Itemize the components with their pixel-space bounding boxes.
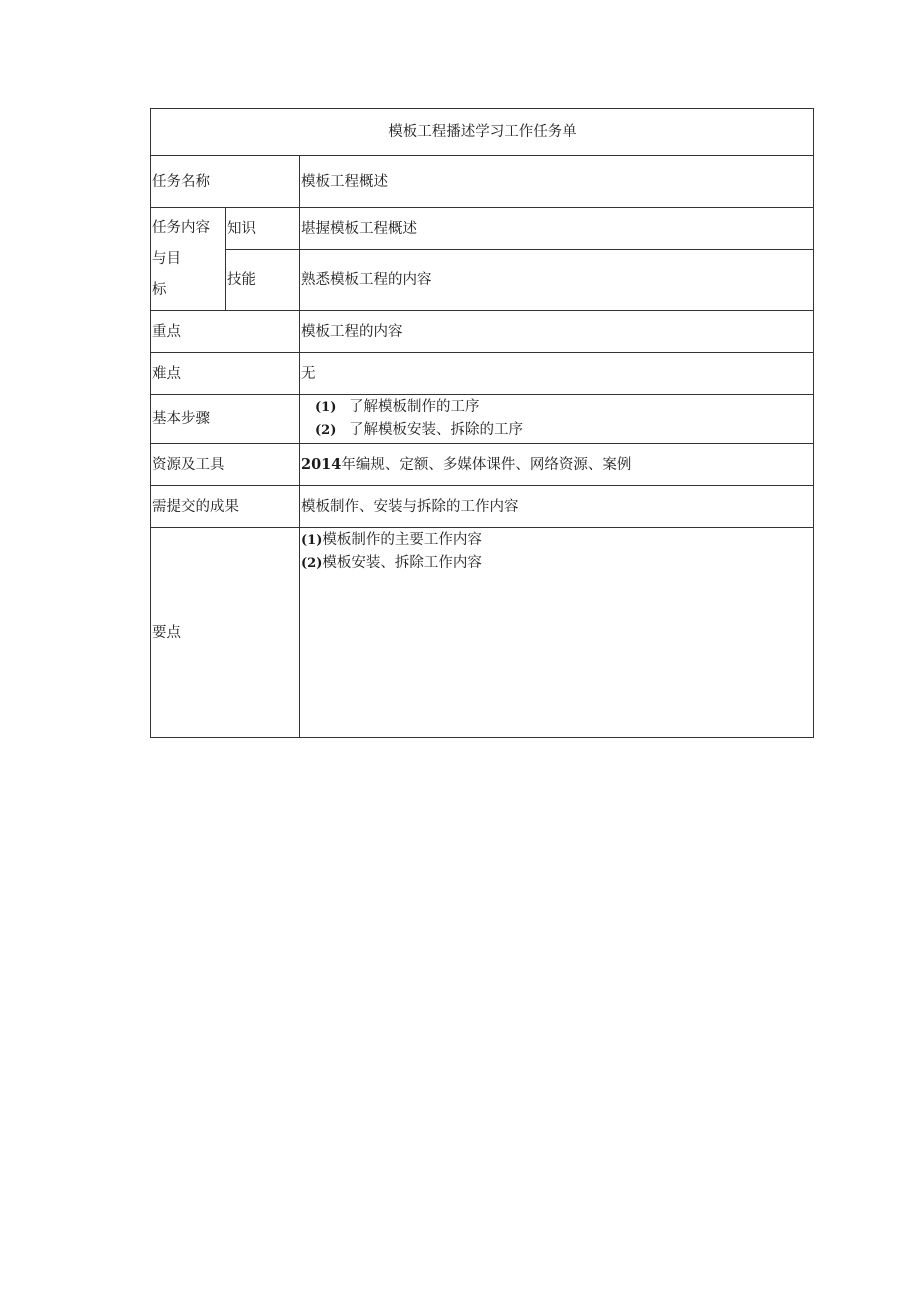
essentials-label: 要点 — [151, 528, 300, 738]
resources-year: 2014 — [301, 455, 342, 473]
content-goal-label-line3: 标 — [152, 281, 167, 298]
essentials-row — [151, 528, 814, 738]
knowledge-value: 堪握模板工程概述 — [300, 208, 814, 250]
key-point-label: 重点 — [151, 311, 300, 353]
difficulty-label: 难点 — [151, 353, 300, 395]
key-point-row — [151, 311, 814, 353]
steps-label: 基本步骤 — [151, 395, 300, 444]
skill-label: 技能 — [226, 250, 300, 311]
task-name-row — [151, 156, 814, 208]
step-text: 了解模板制作的工序 — [349, 399, 480, 415]
essential-item — [301, 552, 813, 575]
deliverable-value: 模板制作、安装与拆除的工作内容 — [300, 486, 814, 528]
step-number: (1) — [315, 400, 337, 415]
essential-text: 模板制作的主要工作内容 — [322, 532, 482, 548]
deliverable-row — [151, 486, 814, 528]
essentials-value — [300, 528, 814, 738]
sheet-title: 模板工程播述学习工作任务单 — [151, 109, 814, 156]
essential-number: (1) — [301, 533, 323, 548]
content-goal-label-line1: 任务内容 — [152, 219, 210, 236]
step-text: 了解模板安装、拆除的工序 — [349, 422, 523, 438]
essential-item — [301, 529, 813, 552]
step-number: (2) — [315, 423, 337, 438]
task-name-label: 任务名称 — [151, 156, 300, 208]
content-goal-label — [151, 208, 226, 311]
key-point-value: 模板工程的内容 — [300, 311, 814, 353]
knowledge-row — [151, 208, 814, 250]
resources-text: 年编规、定额、多媒体课件、网络资源、案例 — [341, 456, 632, 473]
resources-row — [151, 444, 814, 486]
difficulty-row — [151, 353, 814, 395]
resources-value — [300, 444, 814, 486]
resources-label: 资源及工具 — [151, 444, 300, 486]
skill-row — [151, 250, 814, 311]
task-sheet-table — [150, 108, 814, 738]
task-name-value: 模板工程概述 — [300, 156, 814, 208]
title-row — [151, 109, 814, 156]
skill-value: 熟悉模板工程的内容 — [300, 250, 814, 311]
content-goal-label-line2: 与目 — [152, 250, 181, 267]
steps-row — [151, 395, 814, 444]
knowledge-label: 知识 — [226, 208, 300, 250]
deliverable-label: 需提交的成果 — [151, 486, 300, 528]
difficulty-value: 无 — [300, 353, 814, 395]
steps-value — [300, 395, 814, 444]
step-item — [301, 396, 813, 419]
step-item — [301, 419, 813, 442]
essential-number: (2) — [301, 556, 323, 571]
essential-text: 模板安装、拆除工作内容 — [322, 555, 482, 571]
